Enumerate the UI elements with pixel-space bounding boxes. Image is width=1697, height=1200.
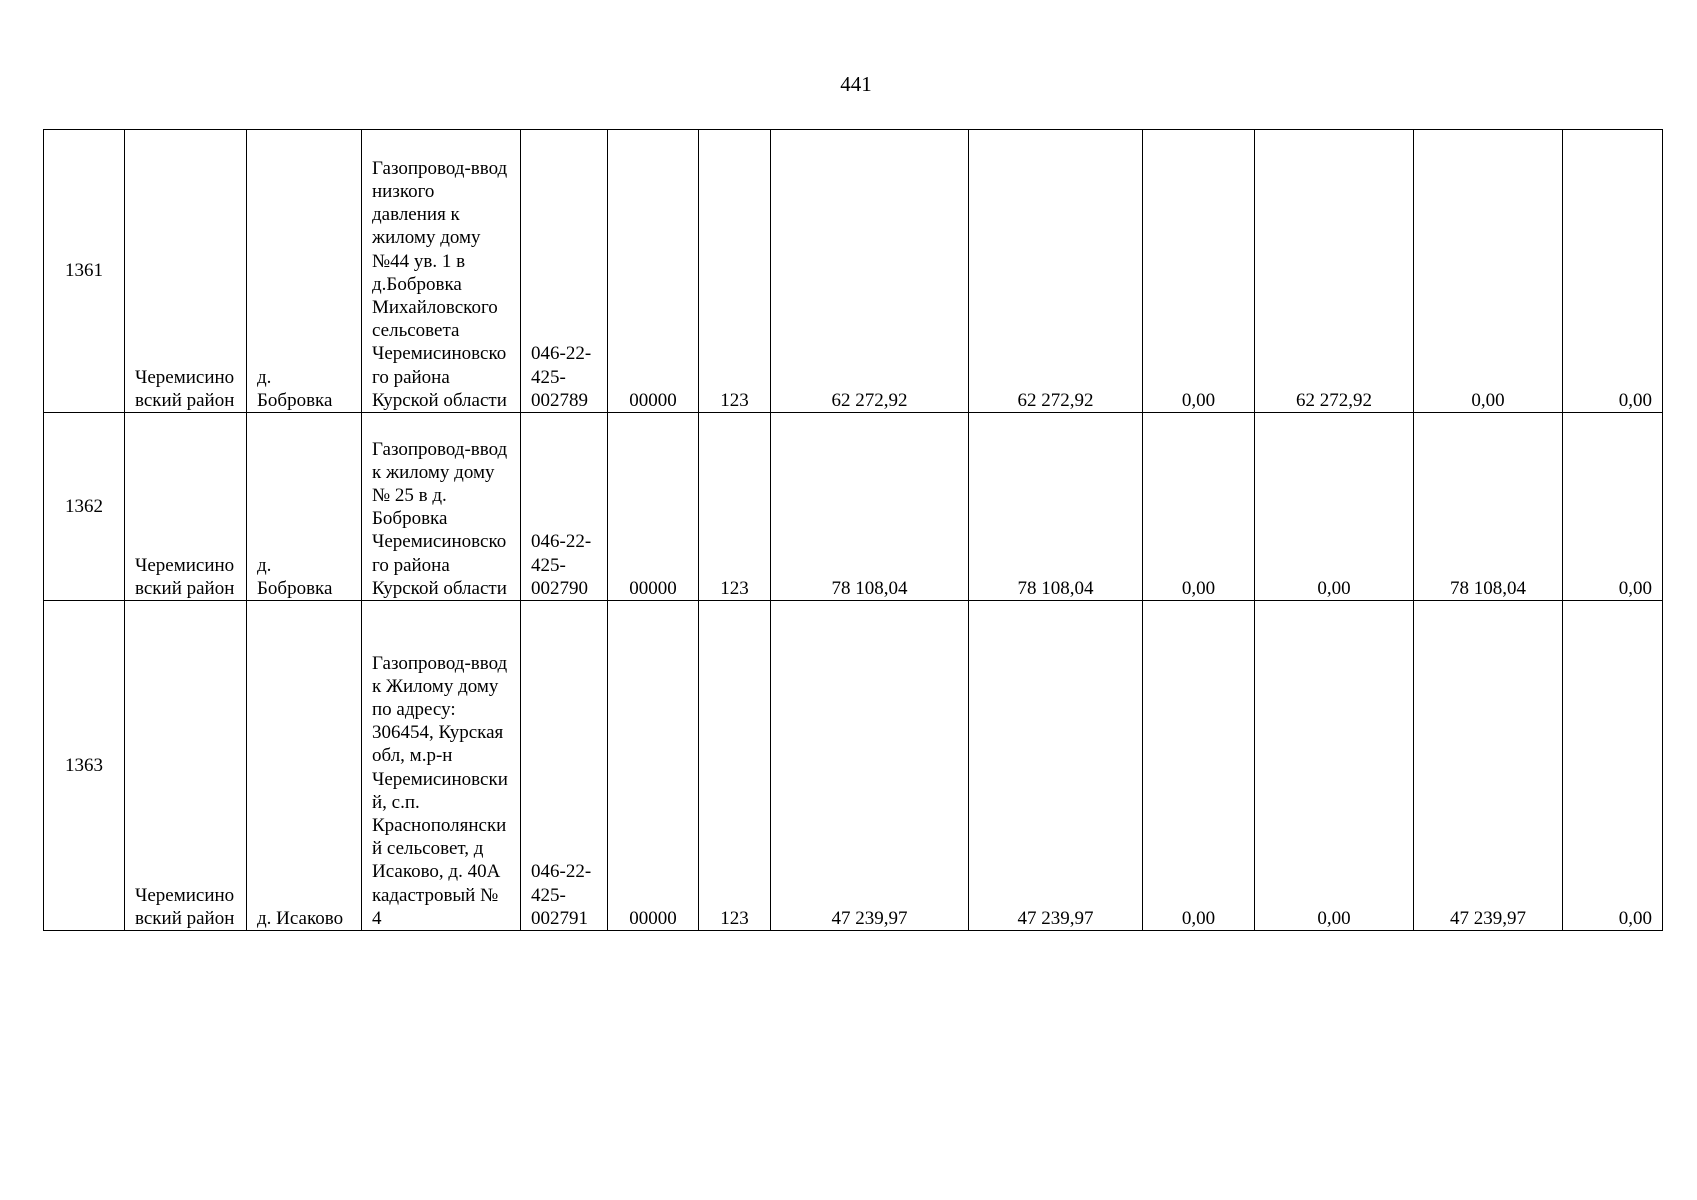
value-cell: 0,00 — [1143, 130, 1255, 413]
district-cell: Черемисиновский район — [125, 601, 247, 931]
value-cell: 62 272,92 — [969, 130, 1143, 413]
total-value-cell: 62 272,92 — [771, 130, 969, 413]
value-cell: 0,00 — [1255, 601, 1414, 931]
registry-code-cell: 046-22-425-002789 — [521, 130, 608, 413]
object-name-cell: Газопровод-ввод низкого давления к жилому дому №44 ув. 1 в д.Бобровка Михайловского сельсовета Черемисиновского района Курской области — [362, 130, 521, 413]
value-cell: 0,00 — [1563, 130, 1663, 413]
code-cell: 00000 — [608, 601, 699, 931]
value-cell: 0,00 — [1414, 130, 1563, 413]
value-cell: 78 108,04 — [969, 413, 1143, 601]
object-name-cell: Газопровод-ввод к Жилому дому по адресу: 306454, Курская обл, м.р-н Черемисиновский, с.п. Краснополянский сельсовет, д Исаково, д. 40А кадастровый № 4 — [362, 601, 521, 931]
object-name-cell: Газопровод-ввод к жилому дому № 25 в д. Бобровка Черемисиновского района Курской области — [362, 413, 521, 601]
total-value-cell: 47 239,97 — [771, 601, 969, 931]
value-cell: 78 108,04 — [1414, 413, 1563, 601]
value-cell: 0,00 — [1143, 413, 1255, 601]
kind-cell: 123 — [699, 601, 771, 931]
row-number: 1361 — [44, 130, 125, 413]
registry-code-cell: 046-22-425-002791 — [521, 601, 608, 931]
value-cell: 0,00 — [1563, 413, 1663, 601]
value-cell: 0,00 — [1563, 601, 1663, 931]
settlement-cell: д. Исаково — [247, 601, 362, 931]
code-cell: 00000 — [608, 130, 699, 413]
total-value-cell: 78 108,04 — [771, 413, 969, 601]
table-row — [44, 130, 1663, 413]
value-cell: 0,00 — [1143, 601, 1255, 931]
settlement-cell: д. Бобровка — [247, 130, 362, 413]
value-cell: 47 239,97 — [1414, 601, 1563, 931]
row-number: 1363 — [44, 601, 125, 931]
table-row — [44, 413, 1663, 601]
row-number: 1362 — [44, 413, 125, 601]
registry-code-cell: 046-22-425-002790 — [521, 413, 608, 601]
value-cell: 62 272,92 — [1255, 130, 1414, 413]
value-cell: 47 239,97 — [969, 601, 1143, 931]
register-table — [43, 129, 1663, 931]
district-cell: Черемисиновский район — [125, 130, 247, 413]
page-number: 441 — [840, 72, 872, 96]
code-cell: 00000 — [608, 413, 699, 601]
value-cell: 0,00 — [1255, 413, 1414, 601]
table-row — [44, 601, 1663, 931]
kind-cell: 123 — [699, 130, 771, 413]
settlement-cell: д. Бобровка — [247, 413, 362, 601]
district-cell: Черемисиновский район — [125, 413, 247, 601]
kind-cell: 123 — [699, 413, 771, 601]
